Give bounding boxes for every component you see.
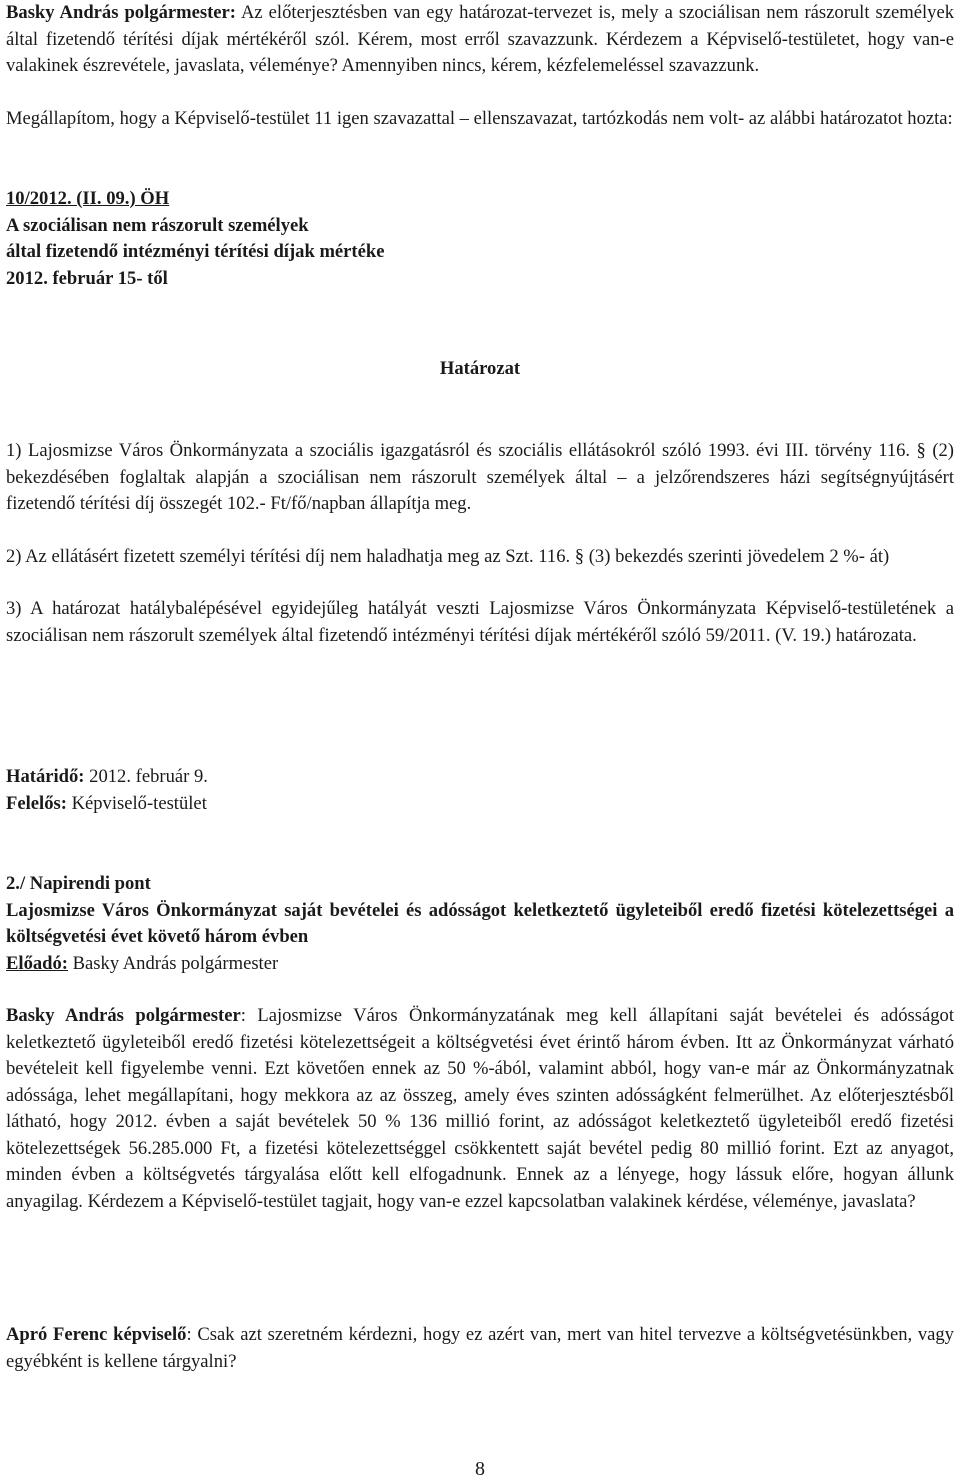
agenda-title: Lajosmizse Város Önkormányzat saját bevételei és adósságot keletkeztető ügyleteiből eredő fizetési kötelezettségei a költségvetési évet követő három évben [6, 899, 954, 947]
resolution-items [6, 438, 954, 649]
question-text: : Csak azt szeretném kérdezni, hogy ez azért van, mert van hitel tervezve a költségvetésünkben, vagy egyébként is kellene tárgyalni? [6, 1324, 954, 1372]
resolution-date: 2012. február 15- től [6, 267, 168, 289]
deadline-line [6, 764, 954, 791]
page-number: 8 [475, 1458, 485, 1480]
speech-speaker: Basky András polgármester [6, 1005, 241, 1026]
agenda-block [6, 871, 954, 977]
intro-speaker: Basky András polgármester: [6, 2, 236, 23]
vote-result: Megállapítom, hogy a Képviselő-testület 11 igen szavazattal – ellenszavazat, tartózkodás nem volt- az alábbi határozatot hozta: [6, 108, 953, 129]
deadline-label: Határidő: [6, 766, 85, 787]
responsible-label: Felelős: [6, 792, 67, 814]
question-speaker: Apró Ferenc képviselő [6, 1324, 187, 1345]
deadline-block [6, 764, 954, 817]
resolution-item: 1) Lajosmizse Város Önkormányzata a szociális igazgatásról és szociális ellátásokról szóló 1993. évi III. törvény 116. § (2) bekezdésében foglaltak alapján a szociálisan nem rászorult személyek által – a jelzőrendszeres házi segítségnyújtásért fizetendő térítési díj összegét 102.- Ft/fő/napban állapítja meg. [6, 440, 954, 514]
presenter-label: Előadó: [6, 952, 68, 974]
presenter-value: Basky András polgármester [68, 952, 279, 974]
resolution-heading: Határozat [439, 358, 521, 379]
resolution-title-line1: A szociálisan nem rászorult személyek [6, 214, 309, 236]
resolution-item: 3) A határozat hatálybalépésével egyidejűleg hatályát veszti Lajosmizse Város Önkormányzata Képviselő-testületének a szociálisan nem rászorult személyek által fizetendő intézményi térítési díjak mértékéről szóló 59/2011. (V. 19.) határozata. [6, 598, 954, 646]
question-paragraph [6, 1322, 954, 1375]
deadline-value: 2012. február 9. [84, 766, 208, 787]
resolution-block [6, 186, 954, 292]
speech-text: : Lajosmizse Város Önkormányzatának meg kell állapítani saját bevételei és adósságot keletkeztető ügyleteiből eredő fizetési kötelezettségeit a költségvetési évet érintő három évben. Itt az Önkormányzat várható bevételeit kell figyelembe venni. Ezt követően ennek az 50 %-ából, valamint abból, hogy van-e már az Önkormányzatnak adóssága, lehet megállapítani, hogy mekkora az az összeg, amely éves szinten adósságként felmerülhet. Az előterjesztésből látható, hogy 2012. évben a saját bevételek 50 % 136 millió forint, az adósságot keletkeztető ügyleteiből eredő fizetési kötelezettségek 56.285.000 Ft, a fizetési kötelezettséggel csökkentett saját bevétel pedig 80 millió forint. Ezt az anyagot, minden évben a költségvetés tárgyalása előtt kell elfogadnunk. Ennek az a lényege, hogy lássuk előre, hogyan állunk anyagilag. Kérdezem a Képviselő-testület tagjait, hogy van-e ezzel kapcsolatban valakinek kérdése, véleménye, javaslata? [6, 1005, 954, 1212]
presenter-line [6, 951, 954, 978]
intro-paragraph [6, 0, 954, 80]
responsible-value: Képviselő-testület [66, 792, 207, 814]
resolution-title-line2: által fizetendő intézményi térítési díjak mértéke [6, 241, 385, 262]
intro-text: Az előterjesztésben van egy határozat-tervezet is, mely a szociálisan nem rászorult személyek által fizetendő térítési díjak mértékéről szól. Kérem, most erről szavazzunk. Kérdezem a Képviselő-testületet, hogy van-e valakinek észrevétele, javaslata, véleménye? Amennyiben nincs, kérem, kézfelemeléssel szavazzunk. [6, 2, 954, 76]
resolution-number: 10/2012. (II. 09.) ÖH [6, 188, 170, 209]
resolution-item: 2) Az ellátásért fizetett személyi térítési díj nem haladhatja meg az Szt. 116. § (3) bekezdés szerinti jövedelem 2 %- át) [6, 545, 890, 567]
responsible-line [6, 791, 954, 818]
agenda-number: 2./ Napirendi pont [6, 873, 151, 894]
speech-paragraph [6, 1003, 954, 1215]
